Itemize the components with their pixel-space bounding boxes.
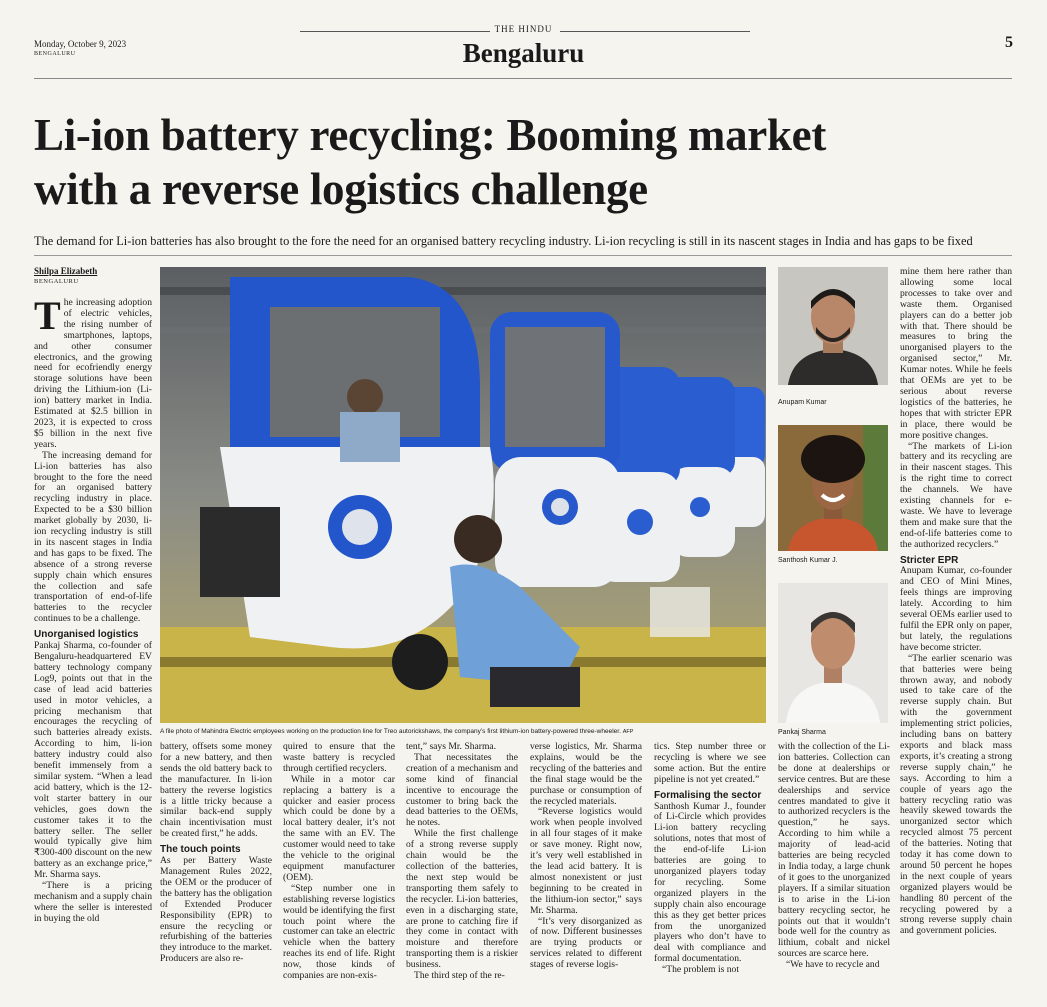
paragraph: mine them here rather than allowing some local processes to take over and waste them. Organised players can do a better job with that. There should be measures to bring the unorganised players to the organised sector,” Mr. Kumar notes. While he feels that OEMs are yet to be serious about reverse logistics of the batteries, he hopes that with stricter EPR in place, there would be more positive changes. <box>900 266 1012 441</box>
column-1 <box>34 293 152 925</box>
newspaper-name: THE HINDU <box>494 24 553 34</box>
vehicle-2 <box>490 312 620 587</box>
paragraph: “There is a pricing mechanism and a supply chain where the seller is interested in buying the old <box>34 880 152 924</box>
paragraph: “Reverse logistics would work when people involved in all four stages of it make or save money. Right now, it’s very well established in the lead acid battery. It is almost nonexistent or just beginning to be created in the lithium-ion sector,” says Mr. Sharma. <box>530 806 642 916</box>
photo-caption <box>160 728 766 735</box>
paragraph: The increasing demand for Li-ion batteries has also brought to the fore the need for an organised battery recycling industry in place. Expected to be a $30 billion market globally by 2030, li-ion recycling industry is still in its nascent stages in India and has gaps to be fixed. The absence of a strong reverse supply chain which ensures the collection and safe transportation of end-of-life batteries to the recycler continues to be a challenge. <box>34 449 152 625</box>
column-8 <box>900 267 1012 937</box>
paragraph: Pankaj Sharma, co-founder of Bengaluru-headquartered EV battery technology company Log9, points out that in the case of lead acid batteries used in motor vehicles, a pricing mechanism that encourages the recycling of such batteries already exists. According to him, li-ion battery industry could also benefit immensely from a similar system. “When a lead acid battery, which is the 12-volt starter battery in our vehicles, goes down the customer takes it to the battery seller. The seller would typically give him ₹300-400 discount on the new battery as an exchange price,” Mr. Sharma says. <box>34 640 152 881</box>
edition-city: BENGALURU <box>34 51 76 57</box>
paragraph: tent,” says Mr. Sharma. <box>406 741 497 752</box>
byline-city: BENGALURU <box>34 278 79 285</box>
portrait-caption: Pankaj Sharma <box>778 729 826 736</box>
paragraph: That necessitates the creation of a mechanism and some kind of financial incentive to encourage the customer to bring back the dead batteries to the OEMs, he notes. <box>406 751 518 829</box>
standfirst: The demand for Li-ion batteries has also brought to the fore the need for an organised battery recycling industry. Li-ion recycling is still in its nascent stages in India and has gaps to be fixed <box>34 234 973 248</box>
portrait-caption: Santhosh Kumar J. <box>778 557 838 564</box>
column-5 <box>530 742 642 971</box>
paragraph: verse logistics, Mr. Sharma explains, would be the recycling of the batteries and the final stage would be the purchase or consumption of the recycled materials. <box>530 741 642 807</box>
portrait-anupam-kumar <box>778 267 888 385</box>
headline-line-2: with a reverse logistics challenge <box>34 164 648 214</box>
paragraph: “The markets of Li-ion battery and its recycling are in their nascent stages. This is the right time to correct the channels. We have existing channels for e-waste. We have to leverage them and make sure that the end-of-life batteries come to the authorized recyclers.” <box>900 440 1012 550</box>
paragraph: While the first challenge of a strong reverse supply chain would be the collection of the batteries, the next step would be transporting them safely to the recycler. Li-ion batteries, even in a discharging state, are prone to catching fire if they come in contact with moisture and therefore transporting them is a riskier business. <box>406 828 518 971</box>
subheading: Formalising the sector <box>654 789 762 801</box>
byline: Shilpa Elizabeth <box>34 266 98 276</box>
drop-cap: T <box>34 293 61 338</box>
production-line-photo <box>160 267 766 723</box>
subheading: Unorganised logistics <box>34 629 139 641</box>
paragraph: Anupam Kumar, co-founder and CEO of Mini Mines, feels things are improving lately. According to him several OEMs earlier used to fulfil the EPR only on paper, but lately, the regulations have become stricter. <box>900 565 1012 653</box>
paragraph: tics. Step number three or recycling is where we see some action. But the entire pipeline is not yet created.” <box>654 741 766 785</box>
masthead-divider <box>34 78 1012 79</box>
paragraph: he increasing adoption of electric vehicles, the rising number of smartphones, laptops, and other consumer electronics, and the growing need for ecofriendly energy storage solutions have been driving the Lithium-ion (Li-ion) battery market in India. Estimated at $2.5 billion in 2023, it is expected to cross $5 billion in the next five years. <box>34 297 152 450</box>
photo-credit: AFP <box>622 729 634 735</box>
subheading: Stricter EPR <box>900 554 959 566</box>
column-4 <box>406 742 518 982</box>
column-3 <box>283 742 395 982</box>
subheading: The touch points <box>160 844 241 856</box>
column-6 <box>654 742 766 976</box>
column-2 <box>160 742 272 965</box>
portrait-caption: Anupam Kumar <box>778 399 827 406</box>
portrait-santhosh-kumar <box>778 425 888 551</box>
paragraph: While in a motor car replacing a battery is a quicker and easier process which could be done by a local battery dealer, it’s not the same with an EV. The customer would need to take the vehicle to the original equipment manufacturer (OEM). <box>283 773 395 883</box>
portrait-pankaj-sharma <box>778 583 888 723</box>
paragraph: “The problem is not <box>662 964 739 976</box>
headline <box>34 108 1014 216</box>
column-7 <box>778 742 890 971</box>
paragraph: Santhosh Kumar J., founder of Li-Circle which provides Li-ion battery recycling solutions, notes that most of the end-of-life Li-ion batteries are going to unorganized players today for recycling. Some organized players in the supply chain also encourage this as they get better prices from the unorganized players who don’t have to deal with compliance and formal documentation. <box>654 800 766 965</box>
caption-text: A file photo of Mahindra Electric employees working on the production line for Treo autorickshaws, the company’s first lithium-ion battery-powered three-wheeler. <box>160 728 621 735</box>
paragraph: with the collection of the Li-ion batteries. Collection can be done at dealerships or service centres. But are these dealerships and service centres mandated to give it to authorized recyclers is the question,” he says. According to him while a majority of lead-acid batteries are being recycled in India today, a large chunk of it goes to the unorganized players. If a similar situation is to arise in the Li-ion battery recycling sector, he points out that it wouldn’t bode well for the country as lithium, cobalt and nickel sources are scarce here. <box>778 741 890 960</box>
paragraph: quired to ensure that the waste battery is recycled through certified recyclers. <box>283 741 395 774</box>
paragraph: “It’s very disorganized as of now. Different businesses are trying products or services related to different stages of reverse logis- <box>530 915 642 971</box>
headline-line-1: Li-ion battery recycling: Booming market <box>34 110 827 160</box>
paragraph: The third step of the re- <box>414 970 505 982</box>
section-title: Bengaluru <box>462 38 585 68</box>
paragraph: battery, offsets some money for a new battery, and then sends the old battery back to the manufacturer. In li-ion battery the reverse logistics is a little tricky because a similar back-end supply chain incentivisation must be created first,” he adds. <box>160 741 272 840</box>
paragraph: “The earlier scenario was that batteries were being thrown away, and nobody used to take care of the reverse supply chain. But with the government implementing strict policies, including bans on battery exports and black mass exports, it’s creating a strong reverse supply chain,” he says. According to him a couple of years ago the battery recycling ratio was heavily skewed towards the unorganized sector which recycled almost 75 percent of the batteries. Noting that today it has come down to around 50 percent he hopes in the next couple of years organized players would be handling 80 percent of the recycling powered by a strong reverse supply chain and government policies. <box>900 652 1012 937</box>
paragraph: As per Battery Waste Management Rules 2022, the OEM or the producer of the battery has the obligation of Extended Producer Responsibility (EPR) to ensure the recycling or refurbishing of the batteries they introduce to the market. Producers are also re- <box>160 855 272 965</box>
paragraph: “Step number one in establishing reverse logistics would be identifying the first touch point where the customer can take an electric vehicle when the battery reaches its end of life. Right now, those kinds of companies are non-exis- <box>283 882 395 982</box>
paragraph: “We have to recycle and <box>786 959 880 971</box>
article-photo <box>160 267 766 723</box>
page-number: 5 <box>1005 34 1013 51</box>
standfirst-divider <box>34 255 1012 256</box>
edition-date: Monday, October 9, 2023 <box>34 39 127 49</box>
